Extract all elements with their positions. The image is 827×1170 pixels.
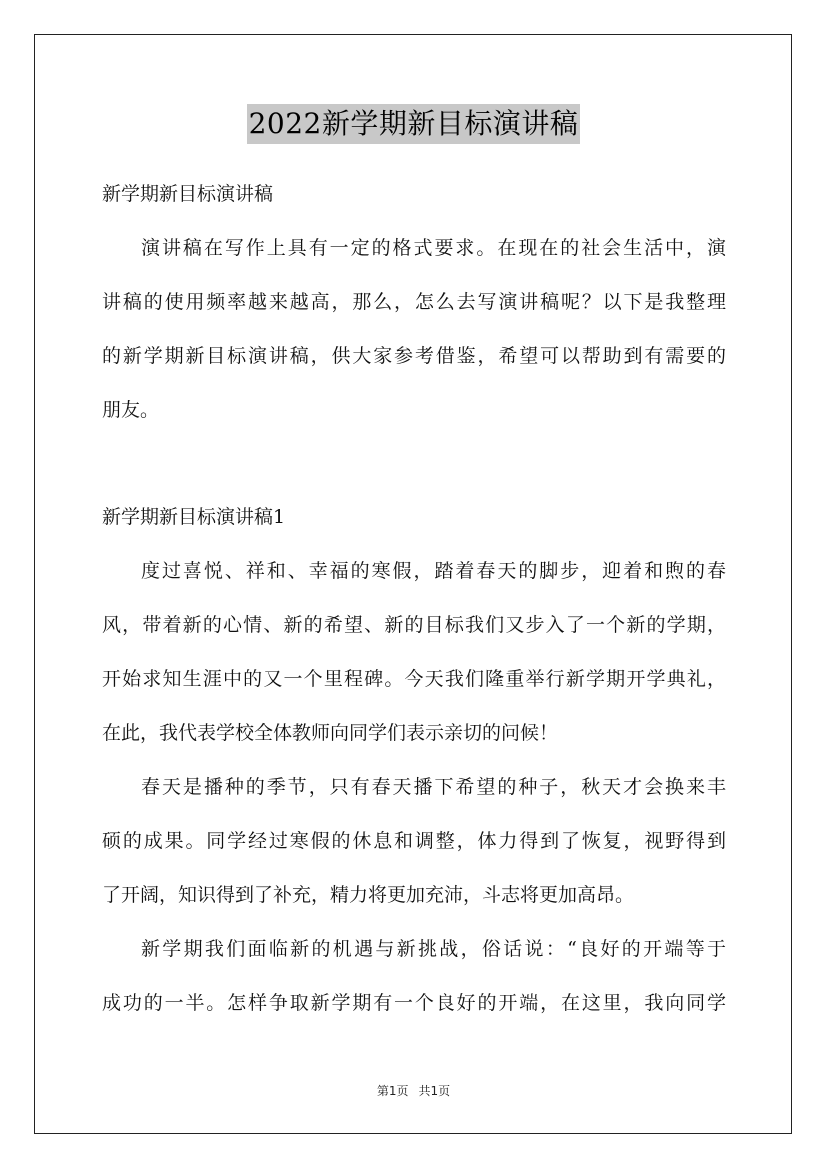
section-line: 春天是播种的季节，只有春天播下希望的种子，秋天才会换来丰 (141, 776, 726, 798)
paragraph-gap (102, 444, 726, 497)
document-title: 2022新学期新目标演讲稿 (247, 104, 581, 144)
intro-line: 朋友。 (102, 399, 160, 421)
section-line: 了开阔，知识得到了补充，精力将更加充沛，斗志将更加高昂。 (102, 884, 635, 906)
section-line: 风，带着新的心情、新的希望、新的目标我们又步入了一个新的学期， (102, 614, 726, 636)
document-body (102, 174, 726, 1037)
section-line: 度过喜悦、祥和、幸福的寒假，踏着春天的脚步，迎着和煦的春 (141, 560, 726, 582)
intro-line: 演讲稿在写作上具有一定的格式要求。在现在的社会生活中，演 (141, 237, 726, 259)
page-number-total: 共1页 (418, 1084, 451, 1098)
title-area (0, 104, 827, 144)
page-footer (0, 1082, 827, 1099)
section-line: 在此，我代表学校全体教师向同学们表示亲切的问候！ (102, 722, 559, 744)
intro-heading: 新学期新目标演讲稿 (102, 183, 274, 205)
section-heading: 新学期新目标演讲稿1 (102, 506, 286, 528)
page-number-current: 第1页 (376, 1084, 409, 1098)
section-line: 新学期我们面临新的机遇与新挑战，俗话说：“良好的开端等于 (141, 938, 726, 960)
section-line: 硕的成果。同学经过寒假的休息和调整，体力得到了恢复，视野得到 (102, 830, 726, 852)
intro-line: 讲稿的使用频率越来越高，那么，怎么去写演讲稿呢？以下是我整理 (102, 291, 726, 313)
section-line: 开始求知生涯中的又一个里程碑。今天我们隆重举行新学期开学典礼， (102, 668, 726, 690)
section-line: 成功的一半。怎样争取新学期有一个良好的开端，在这里，我向同学 (102, 992, 726, 1014)
intro-line: 的新学期新目标演讲稿，供大家参考借鉴，希望可以帮助到有需要的 (102, 345, 726, 367)
